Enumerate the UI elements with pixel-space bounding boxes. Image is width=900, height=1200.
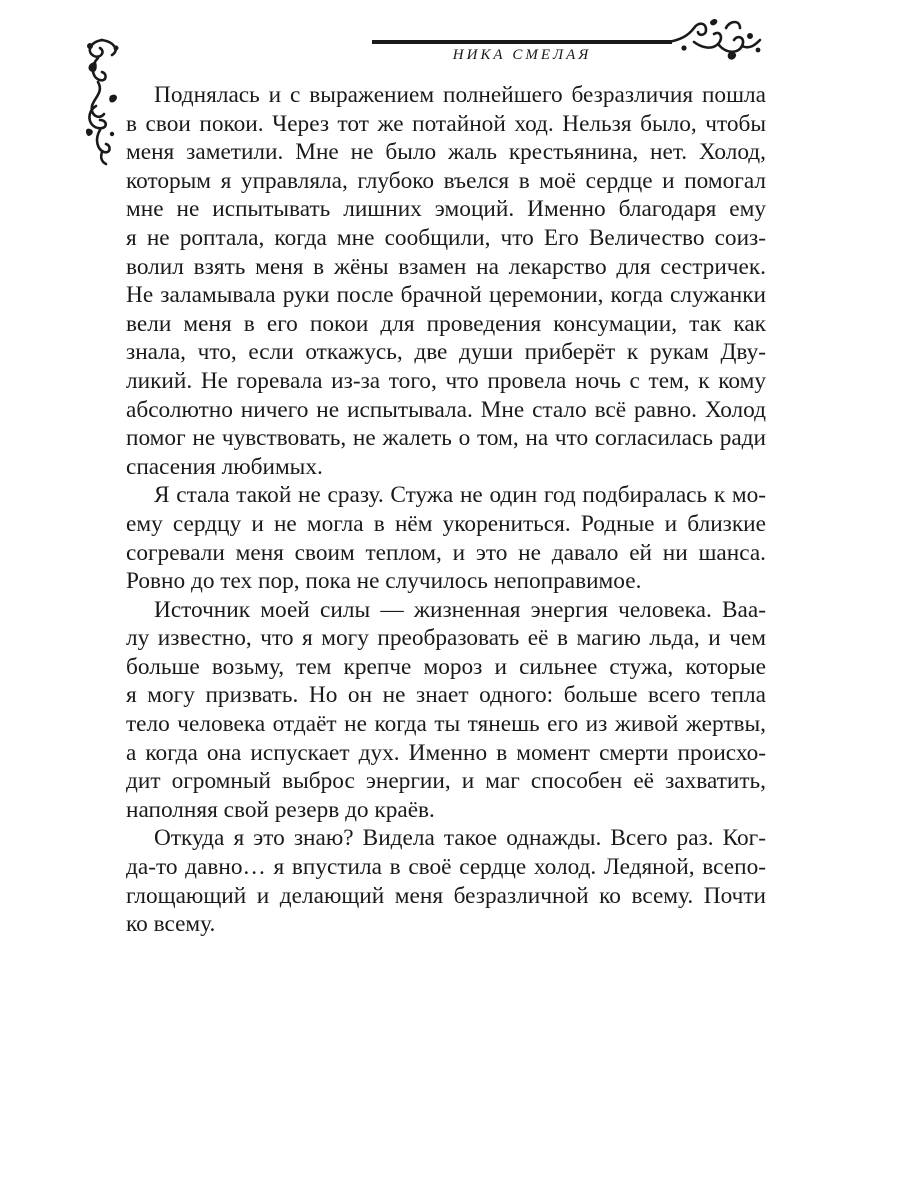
- text-line: спасения любимых.: [126, 453, 323, 480]
- text-line: Я стала такой не сразу. Стужа не один год подбиралась к мо-: [154, 482, 766, 509]
- text-line: меня заметили. Мне не было жаль крестьянина, нет. Холод,: [126, 139, 766, 166]
- text-line: согревали меня своим теплом, и это не давало ей ни шанса.: [126, 539, 766, 566]
- text-line: волил взять меня в жёны взамен на лекарство для сестричек.: [126, 253, 766, 280]
- text-line: которым я управляла, глубоко въелся в моё сердце и помогал: [126, 167, 766, 194]
- body-text: [126, 81, 766, 939]
- text-line: мне не испытывать лишних эмоций. Именно благодаря ему: [126, 196, 766, 223]
- paragraph: [126, 81, 766, 481]
- text-line: я могу призвать. Но он не знает одного: больше всего тепла: [126, 682, 766, 709]
- text-line: ко всему.: [126, 911, 216, 938]
- paragraph: [126, 824, 766, 938]
- text-line: а когда она испускает дух. Именно в момент смерти происхо-: [126, 739, 766, 766]
- text-line: Ровно до тех пор, пока не случилось непоправимое.: [126, 568, 642, 595]
- text-line: Источник моей силы — жизненная энергия человека. Ваа-: [154, 596, 766, 623]
- text-line: глощающий и делающий меня безразличной ко всему. Почти: [126, 882, 766, 909]
- text-line: да-то давно… я впустила в своё сердце холод. Ледяной, всепо-: [126, 854, 766, 881]
- text-line: дит огромный выброс энергии, и маг способен её захватить,: [126, 768, 766, 795]
- text-line: я не роптала, когда мне сообщили, что Его Величество соиз-: [126, 224, 766, 251]
- paragraph: [126, 596, 766, 825]
- text-line: тело человека отдаёт не когда ты тянешь его из живой жертвы,: [126, 711, 766, 738]
- text-line: лу известно, что я могу преобразовать её в магию льда, и чем: [126, 625, 766, 652]
- text-line: помог не чувствовать, не жалеть о том, на что согласилась ради: [126, 425, 766, 452]
- text-line: Поднялась и с выражением полнейшего безразличия пошла: [154, 82, 766, 108]
- text-line: Откуда я это знаю? Видела такое однажды. Всего раз. Ког-: [154, 825, 766, 852]
- text-line: больше возьму, тем крепче мороз и сильнее стужа, которые: [126, 653, 766, 680]
- text-line: знала, что, если откажусь, две души приберёт к рукам Дву-: [126, 339, 766, 366]
- corner-flourish-ornament: [666, 14, 766, 64]
- text-line: вели меня в его покои для проведения консумации, так как: [126, 310, 766, 337]
- paragraph: [126, 481, 766, 595]
- header-rule: [372, 40, 672, 44]
- text-line: в свои покои. Через тот же потайной ход. Нельзя было, чтобы: [126, 110, 766, 137]
- text-line: ликий. Не горевала из-за того, что провела ночь с тем, к кому: [126, 367, 766, 394]
- side-flourish-ornament: [80, 36, 126, 166]
- text-line: Не заламывала руки после брачной церемонии, когда служанки: [126, 282, 766, 309]
- text-line: абсолютно ничего не испытывала. Мне стало всё равно. Холод: [126, 396, 766, 423]
- text-line: ему сердцу и не могла в нём укорениться. Родные и близкие: [126, 510, 766, 537]
- running-header-author: НИКА СМЕЛАЯ: [452, 47, 592, 63]
- text-line: наполняя свой резерв до краёв.: [126, 796, 435, 823]
